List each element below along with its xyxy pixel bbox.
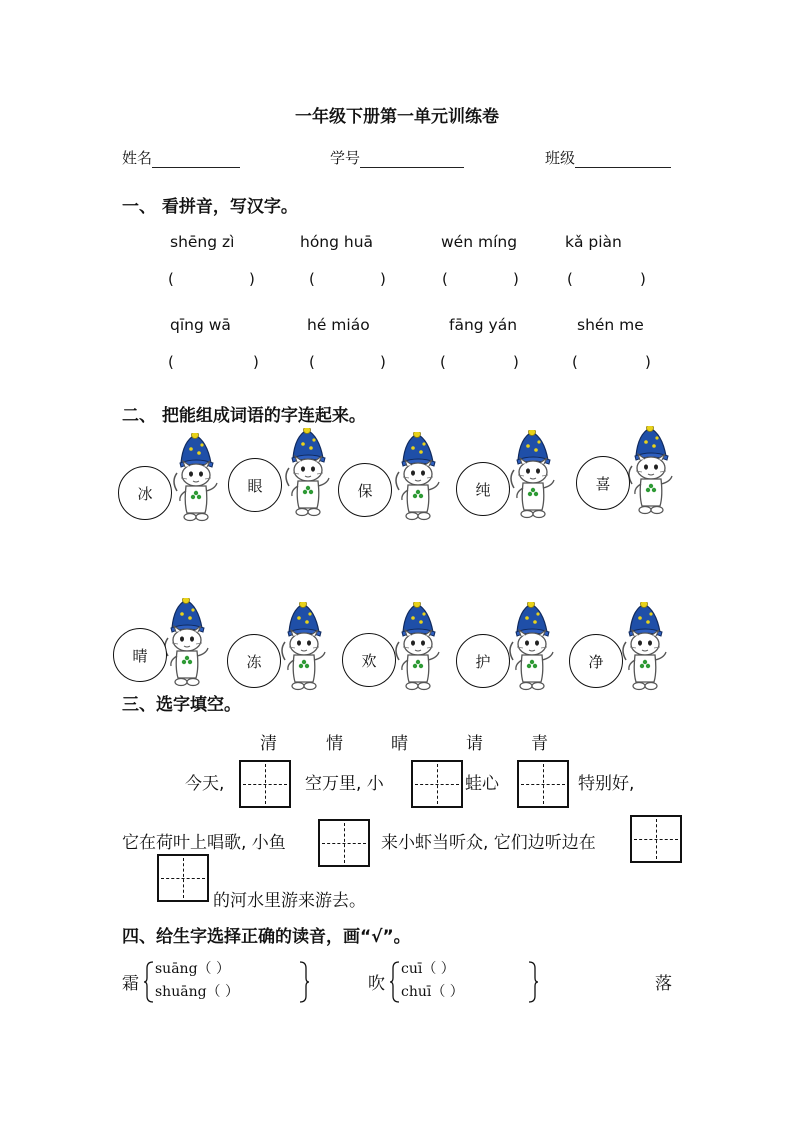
sentence-text: 的河水里游来游去。 [213, 891, 366, 911]
cat-mascot-icon [279, 602, 327, 694]
cat-mascot-icon [283, 428, 331, 520]
fill-in-grid-box[interactable] [318, 819, 370, 867]
left-brace-icon [389, 960, 401, 1004]
number-field[interactable] [330, 147, 464, 168]
answer-blank[interactable]: ( [309, 353, 315, 371]
cat-mascot-icon [620, 602, 668, 694]
word-char-circle[interactable]: 眼 [228, 458, 282, 512]
sentence-text: 它在荷叶上唱歌, 小鱼 [122, 833, 286, 853]
section4-heading: 四、给生字选择正确的读音，画“√”。 [122, 927, 411, 947]
name-field[interactable] [122, 147, 240, 168]
cat-mascot-icon [162, 598, 210, 690]
word-char-circle[interactable]: 晴 [113, 628, 167, 682]
pinyin-option[interactable]: suāng（ ） [155, 961, 230, 977]
word-char-circle[interactable]: 净 [569, 634, 623, 688]
cat-mascot-icon [507, 602, 555, 694]
target-char: 霜 [122, 974, 139, 994]
number-label: 学号 [330, 149, 361, 167]
class-field[interactable] [545, 147, 671, 168]
answer-blank[interactable]: ( [168, 270, 174, 288]
sentence-text: 特别好, [578, 774, 635, 794]
fill-in-grid-box[interactable] [630, 815, 682, 863]
section1-heading: 一、 看拼音，写汉字。 [122, 197, 298, 217]
right-brace-icon [527, 960, 539, 1004]
fill-in-grid-box[interactable] [239, 760, 291, 808]
pinyin: hóng huā [300, 233, 374, 251]
cat-mascot-icon [171, 433, 219, 525]
cat-mascot-icon [508, 430, 556, 522]
choice-char: 青 [531, 734, 548, 754]
word-char-circle[interactable]: 冻 [227, 634, 281, 688]
section3-heading: 三、选字填空。 [122, 695, 241, 715]
choice-char: 请 [466, 734, 483, 754]
sentence-text: 蛙心 [465, 774, 499, 794]
pinyin-option[interactable]: chuī（ ） [401, 984, 464, 1000]
answer-blank-end: ) [253, 353, 259, 371]
answer-blank[interactable]: ( [168, 353, 174, 371]
sentence-text: 今天, [185, 774, 225, 794]
answer-blank-end: ) [513, 353, 519, 371]
pinyin: qīng wā [170, 316, 231, 334]
pinyin-option[interactable]: shuāng（ ） [155, 984, 239, 1000]
choice-char: 晴 [391, 734, 408, 754]
cat-mascot-icon [393, 432, 441, 524]
word-char-circle[interactable]: 保 [338, 463, 392, 517]
fill-in-grid-box[interactable] [157, 854, 209, 902]
answer-blank[interactable]: ( [572, 353, 578, 371]
pinyin: shén me [577, 316, 644, 334]
page-title: 一年级下册第一单元训练卷 [295, 107, 499, 127]
pinyin: hé miáo [307, 316, 370, 334]
word-char-circle[interactable]: 喜 [576, 456, 630, 510]
fill-in-grid-box[interactable] [517, 760, 569, 808]
fill-in-grid-box[interactable] [411, 760, 463, 808]
answer-blank-end: ) [249, 270, 255, 288]
answer-blank[interactable]: ( [440, 353, 446, 371]
answer-blank-end: ) [513, 270, 519, 288]
pinyin-option[interactable]: cuī（ ） [401, 961, 455, 977]
name-label: 姓名 [122, 149, 153, 167]
left-brace-icon [143, 960, 155, 1004]
word-char-circle[interactable]: 护 [456, 634, 510, 688]
sentence-text: 空万里, 小 [305, 774, 384, 794]
word-char-circle[interactable]: 纯 [456, 462, 510, 516]
sentence-text: 来小虾当听众, 它们边听边在 [381, 833, 596, 853]
pinyin: fāng yán [449, 316, 518, 334]
answer-blank[interactable]: ( [567, 270, 573, 288]
answer-blank[interactable]: ( [442, 270, 448, 288]
class-label: 班级 [545, 149, 576, 167]
target-char: 吹 [368, 974, 385, 994]
word-char-circle[interactable]: 欢 [342, 633, 396, 687]
cat-mascot-icon [626, 426, 674, 518]
choice-char: 清 [260, 734, 277, 754]
answer-blank[interactable]: ( [309, 270, 315, 288]
word-char-circle[interactable]: 冰 [118, 466, 172, 520]
right-brace-icon [298, 960, 310, 1004]
target-char: 落 [655, 974, 672, 994]
cat-mascot-icon [393, 602, 441, 694]
pinyin: wén míng [441, 233, 518, 251]
pinyin: kǎ piàn [565, 233, 622, 251]
answer-blank-end: ) [380, 270, 386, 288]
section2-heading: 二、 把能组成词语的字连起来。 [122, 406, 366, 426]
answer-blank-end: ) [645, 353, 651, 371]
pinyin: shēng zì [170, 233, 235, 251]
answer-blank-end: ) [380, 353, 386, 371]
choice-char: 情 [326, 734, 343, 754]
answer-blank-end: ) [640, 270, 646, 288]
